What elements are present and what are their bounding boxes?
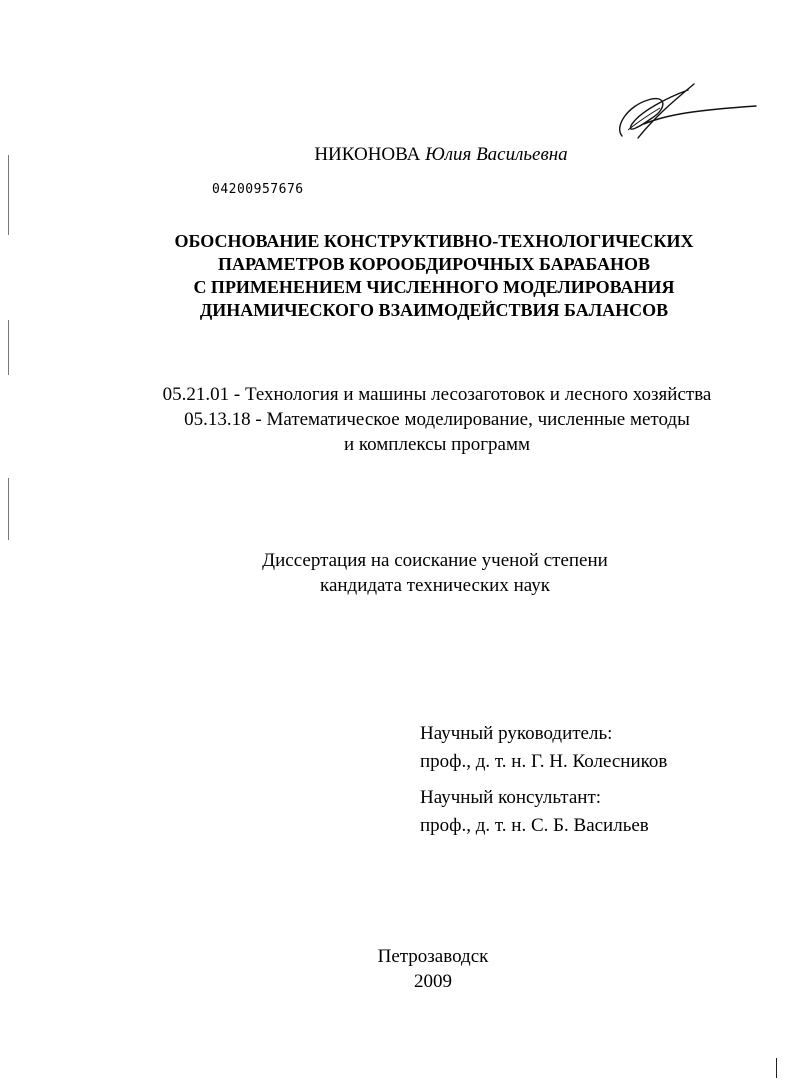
title-line: ДИНАМИЧЕСКОГО ВЗАИМОДЕЙСТВИЯ БАЛАНСОВ (199, 300, 669, 320)
degree-line: Диссертация на соискание ученой степени (262, 550, 608, 571)
registration-code: 04200957676 (212, 182, 304, 197)
scan-edge-mark (8, 320, 9, 375)
scan-edge-mark (776, 1058, 777, 1078)
consultant-label: Научный консультант: (420, 787, 602, 808)
specialty-line: и комплексы программ (343, 434, 531, 455)
signature (608, 78, 758, 148)
consultant-name: проф., д. т. н. С. Б. Васильев (420, 815, 649, 836)
specialties (0, 382, 794, 457)
degree-line: кандидата технических наук (320, 575, 550, 596)
specialty-line: 05.13.18 - Математическое моделирование, численные методы (184, 409, 690, 430)
scan-edge-mark (8, 478, 9, 540)
dissertation-title (0, 230, 794, 322)
scan-edge-mark (8, 155, 9, 235)
year: 2009 (414, 971, 452, 992)
specialty-line: 05.21.01 - Технология и машины лесозаготовок и лесного хозяйства (162, 384, 712, 405)
place-and-year (0, 944, 794, 994)
city: Петрозаводск (377, 946, 489, 967)
author-surname: НИКОНОВА (314, 144, 421, 165)
title-line: ОБОСНОВАНИЕ КОНСТРУКТИВНО-ТЕХНОЛОГИЧЕСКИХ (174, 231, 694, 251)
supervisor-label: Научный руководитель: (420, 723, 613, 744)
title-line: С ПРИМЕНЕНИЕМ ЧИСЛЕННОГО МОДЕЛИРОВАНИЯ (193, 277, 675, 297)
author-given-names: Юлия Васильевна (425, 144, 568, 165)
supervisor-name: проф., д. т. н. Г. Н. Колесников (420, 751, 668, 772)
advisors (420, 720, 667, 840)
degree-statement (0, 548, 794, 598)
author-name (0, 144, 794, 166)
title-line: ПАРАМЕТРОВ КОРООБДИРОЧНЫХ БАРАБАНОВ (217, 254, 651, 274)
